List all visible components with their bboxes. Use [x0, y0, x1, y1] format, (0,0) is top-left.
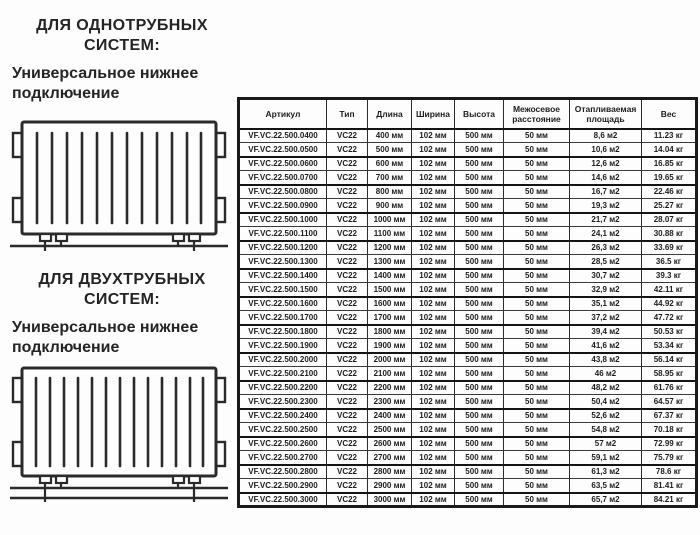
table-cell: 102 мм — [412, 283, 455, 297]
table-cell: 500 мм — [455, 465, 504, 479]
table-cell: VC22 — [327, 325, 368, 339]
table-cell: VC22 — [327, 297, 368, 311]
table-cell: 102 мм — [412, 451, 455, 465]
table-cell: 500 мм — [455, 423, 504, 437]
table-cell: 102 мм — [412, 297, 455, 311]
table-cell: VF.VC.22.500.0500 — [239, 143, 327, 157]
table-cell: 1900 мм — [368, 339, 412, 353]
table-cell: 21,7 м2 — [570, 213, 642, 227]
table-cell: 48,2 м2 — [570, 381, 642, 395]
table-cell: 102 мм — [412, 171, 455, 185]
table-cell: VF.VC.22.500.0700 — [239, 171, 327, 185]
table-cell: 1700 мм — [368, 311, 412, 325]
table-cell: VC22 — [327, 479, 368, 493]
table-cell: 22.46 кг — [642, 185, 697, 199]
table-cell: 102 мм — [412, 367, 455, 381]
table-cell: 2900 мм — [368, 479, 412, 493]
table-cell: 500 мм — [455, 185, 504, 199]
table-cell: VF.VC.22.500.2100 — [239, 367, 327, 381]
table-cell: 2400 мм — [368, 409, 412, 423]
table-cell: 61,3 м2 — [570, 465, 642, 479]
table-cell: 102 мм — [412, 409, 455, 423]
table-cell: 1300 мм — [368, 255, 412, 269]
table-cell: 102 мм — [412, 381, 455, 395]
table-cell: 19,3 м2 — [570, 199, 642, 213]
column-header: Тип — [327, 99, 368, 129]
table-cell: 600 мм — [368, 157, 412, 171]
table-cell: 1100 мм — [368, 227, 412, 241]
table-row — [239, 213, 697, 227]
table-cell: VC22 — [327, 367, 368, 381]
table-cell: VC22 — [327, 339, 368, 353]
table-cell: 58.95 кг — [642, 367, 697, 381]
table-cell: VF.VC.22.500.2400 — [239, 409, 327, 423]
radiator-single-pipe-diagram — [10, 118, 228, 252]
table-cell: 500 мм — [455, 283, 504, 297]
table-row — [239, 423, 697, 437]
table-cell: VC22 — [327, 395, 368, 409]
table-cell: 63,5 м2 — [570, 479, 642, 493]
table-cell: 11.23 кг — [642, 129, 697, 143]
table-cell: 102 мм — [412, 479, 455, 493]
table-cell: 50 мм — [504, 409, 570, 423]
table-cell: 50 мм — [504, 381, 570, 395]
table-row — [239, 311, 697, 325]
table-cell: 500 мм — [455, 269, 504, 283]
table-row — [239, 143, 697, 157]
table-cell: 47.72 кг — [642, 311, 697, 325]
table-cell: VC22 — [327, 493, 368, 507]
table-cell: 500 мм — [455, 311, 504, 325]
table-cell: 500 мм — [368, 143, 412, 157]
table-row — [239, 255, 697, 269]
table-cell: VF.VC.22.500.3000 — [239, 493, 327, 507]
table-row — [239, 479, 697, 493]
column-header: Вес — [642, 99, 697, 129]
table-row — [239, 185, 697, 199]
table-cell: 30.88 кг — [642, 227, 697, 241]
table-cell: 1600 мм — [368, 297, 412, 311]
table-cell: 50 мм — [504, 269, 570, 283]
radiator-two-pipe-diagram — [10, 366, 228, 506]
table-cell: VF.VC.22.500.1500 — [239, 283, 327, 297]
table-row — [239, 493, 697, 507]
table-cell: 28.07 кг — [642, 213, 697, 227]
table-cell: 102 мм — [412, 465, 455, 479]
table-row — [239, 241, 697, 255]
table-cell: 50 мм — [504, 255, 570, 269]
table-cell: 102 мм — [412, 437, 455, 451]
table-cell: 50 мм — [504, 227, 570, 241]
table-cell: VF.VC.22.500.1100 — [239, 227, 327, 241]
single-pipe-section-subtitle: Универсальное нижнее подключение — [12, 65, 199, 102]
spec-table-container — [237, 97, 695, 508]
two-pipe-section-title: ДЛЯ ДВУХТРУБНЫХ СИСТЕМ: — [38, 271, 206, 308]
table-row — [239, 395, 697, 409]
table-cell: 84.21 кг — [642, 493, 697, 507]
table-cell: VC22 — [327, 465, 368, 479]
table-cell: 42.11 кг — [642, 283, 697, 297]
table-cell: 50 мм — [504, 129, 570, 143]
table-cell: 24,1 м2 — [570, 227, 642, 241]
table-cell: 500 мм — [455, 199, 504, 213]
table-cell: VC22 — [327, 437, 368, 451]
table-cell: 54,8 м2 — [570, 423, 642, 437]
table-cell: 2500 мм — [368, 423, 412, 437]
table-cell: VF.VC.22.500.1900 — [239, 339, 327, 353]
column-header: Ширина — [412, 99, 455, 129]
column-header: Высота — [455, 99, 504, 129]
table-cell: 50 мм — [504, 185, 570, 199]
table-cell: VC22 — [327, 283, 368, 297]
table-cell: 500 мм — [455, 409, 504, 423]
table-cell: 56.14 кг — [642, 353, 697, 367]
table-cell: 500 мм — [455, 227, 504, 241]
table-cell: 102 мм — [412, 325, 455, 339]
table-cell: 53.34 кг — [642, 339, 697, 353]
table-cell: VC22 — [327, 255, 368, 269]
table-cell: VF.VC.22.500.2800 — [239, 465, 327, 479]
table-cell: 41,6 м2 — [570, 339, 642, 353]
table-cell: 75.79 кг — [642, 451, 697, 465]
column-header: Артикул — [239, 99, 327, 129]
table-cell: 500 мм — [455, 213, 504, 227]
table-cell: 900 мм — [368, 199, 412, 213]
table-cell: VF.VC.22.500.0800 — [239, 185, 327, 199]
table-cell: 2000 мм — [368, 353, 412, 367]
table-cell: VC22 — [327, 143, 368, 157]
table-cell: 25.27 кг — [642, 199, 697, 213]
table-cell: 50 мм — [504, 437, 570, 451]
column-header: Длина — [368, 99, 412, 129]
table-cell: 50 мм — [504, 479, 570, 493]
table-cell: 50 мм — [504, 465, 570, 479]
table-cell: VC22 — [327, 199, 368, 213]
table-cell: 1400 мм — [368, 269, 412, 283]
table-cell: 102 мм — [412, 227, 455, 241]
table-cell: 102 мм — [412, 129, 455, 143]
table-cell: VC22 — [327, 451, 368, 465]
table-cell: 500 мм — [455, 395, 504, 409]
table-cell: 50.53 кг — [642, 325, 697, 339]
table-row — [239, 199, 697, 213]
table-cell: 2200 мм — [368, 381, 412, 395]
table-cell: 19.65 кг — [642, 171, 697, 185]
table-cell: 50 мм — [504, 171, 570, 185]
table-cell: 50 мм — [504, 241, 570, 255]
table-cell: 50 мм — [504, 395, 570, 409]
table-cell: 50 мм — [504, 143, 570, 157]
table-cell: 2700 мм — [368, 451, 412, 465]
table-cell: VF.VC.22.500.1000 — [239, 213, 327, 227]
table-row — [239, 353, 697, 367]
table-cell: 65,7 м2 — [570, 493, 642, 507]
table-cell: 12,6 м2 — [570, 157, 642, 171]
table-cell: VF.VC.22.500.0600 — [239, 157, 327, 171]
table-row — [239, 129, 697, 143]
table-cell: 500 мм — [455, 297, 504, 311]
table-cell: 70.18 кг — [642, 423, 697, 437]
table-header-row — [239, 99, 697, 129]
table-cell: 800 мм — [368, 185, 412, 199]
table-cell: 50 мм — [504, 283, 570, 297]
column-header: Межосевое расстояние — [504, 99, 570, 129]
table-row — [239, 325, 697, 339]
table-cell: 2800 мм — [368, 465, 412, 479]
table-row — [239, 367, 697, 381]
table-cell: VF.VC.22.500.2300 — [239, 395, 327, 409]
spec-table — [237, 97, 698, 508]
table-cell: 500 мм — [455, 437, 504, 451]
table-row — [239, 451, 697, 465]
table-cell: 500 мм — [455, 353, 504, 367]
table-cell: 46 м2 — [570, 367, 642, 381]
table-cell: 57 м2 — [570, 437, 642, 451]
table-cell: VC22 — [327, 269, 368, 283]
table-cell: 102 мм — [412, 255, 455, 269]
two-pipe-section-subtitle: Универсальное нижнее подключение — [12, 319, 199, 356]
table-cell: 30,7 м2 — [570, 269, 642, 283]
table-cell: 500 мм — [455, 143, 504, 157]
single-pipe-section-title: ДЛЯ ОДНОТРУБНЫХ СИСТЕМ: — [36, 17, 208, 54]
table-cell: 50 мм — [504, 339, 570, 353]
table-cell: VC22 — [327, 213, 368, 227]
table-cell: 102 мм — [412, 423, 455, 437]
table-cell: 14,6 м2 — [570, 171, 642, 185]
table-cell: 33.69 кг — [642, 241, 697, 255]
table-cell: 102 мм — [412, 493, 455, 507]
table-cell: 50,4 м2 — [570, 395, 642, 409]
table-cell: VC22 — [327, 353, 368, 367]
table-cell: VF.VC.22.500.2700 — [239, 451, 327, 465]
table-cell: 102 мм — [412, 353, 455, 367]
table-cell: 64.57 кг — [642, 395, 697, 409]
table-cell: 16.85 кг — [642, 157, 697, 171]
table-cell: 50 мм — [504, 353, 570, 367]
table-row — [239, 465, 697, 479]
table-cell: 39,4 м2 — [570, 325, 642, 339]
table-cell: VF.VC.22.500.1400 — [239, 269, 327, 283]
table-row — [239, 381, 697, 395]
column-header: Отапливаемая площадь — [570, 99, 642, 129]
table-cell: 1500 мм — [368, 283, 412, 297]
table-cell: 35,1 м2 — [570, 297, 642, 311]
table-cell: 43,8 м2 — [570, 353, 642, 367]
table-cell: VF.VC.22.500.1800 — [239, 325, 327, 339]
table-cell: VC22 — [327, 171, 368, 185]
table-cell: 500 мм — [455, 367, 504, 381]
table-cell: VC22 — [327, 241, 368, 255]
table-cell: VF.VC.22.500.2500 — [239, 423, 327, 437]
table-cell: 102 мм — [412, 199, 455, 213]
table-cell: VC22 — [327, 311, 368, 325]
table-body — [239, 129, 697, 507]
table-cell: 16,7 м2 — [570, 185, 642, 199]
table-cell: 59,1 м2 — [570, 451, 642, 465]
table-cell: VC22 — [327, 423, 368, 437]
table-cell: 32,9 м2 — [570, 283, 642, 297]
table-cell: VF.VC.22.500.2600 — [239, 437, 327, 451]
table-cell: VF.VC.22.500.1700 — [239, 311, 327, 325]
table-cell: 1200 мм — [368, 241, 412, 255]
table-cell: 50 мм — [504, 493, 570, 507]
table-cell: 52,6 м2 — [570, 409, 642, 423]
table-cell: 400 мм — [368, 129, 412, 143]
table-cell: 500 мм — [455, 493, 504, 507]
table-cell: 700 мм — [368, 171, 412, 185]
table-cell: 500 мм — [455, 241, 504, 255]
table-cell: 50 мм — [504, 423, 570, 437]
table-cell: 39.3 кг — [642, 269, 697, 283]
table-cell: 1800 мм — [368, 325, 412, 339]
table-cell: 102 мм — [412, 143, 455, 157]
table-cell: 102 мм — [412, 157, 455, 171]
table-row — [239, 409, 697, 423]
table-cell: 500 мм — [455, 339, 504, 353]
table-cell: 72.99 кг — [642, 437, 697, 451]
table-cell: 102 мм — [412, 185, 455, 199]
table-cell: 14.04 кг — [642, 143, 697, 157]
table-cell: 500 мм — [455, 479, 504, 493]
table-cell: 50 мм — [504, 367, 570, 381]
table-cell: 50 мм — [504, 325, 570, 339]
table-cell: 81.41 кг — [642, 479, 697, 493]
table-cell: 500 мм — [455, 157, 504, 171]
table-cell: VC22 — [327, 157, 368, 171]
table-cell: 50 мм — [504, 311, 570, 325]
table-cell: 3000 мм — [368, 493, 412, 507]
table-cell: VC22 — [327, 185, 368, 199]
table-cell: 36.5 кг — [642, 255, 697, 269]
table-cell: VF.VC.22.500.2000 — [239, 353, 327, 367]
table-cell: 78.6 кг — [642, 465, 697, 479]
table-cell: 102 мм — [412, 269, 455, 283]
table-cell: 26,3 м2 — [570, 241, 642, 255]
table-row — [239, 227, 697, 241]
table-cell: 1000 мм — [368, 213, 412, 227]
table-cell: VF.VC.22.500.2200 — [239, 381, 327, 395]
table-cell: VF.VC.22.500.0900 — [239, 199, 327, 213]
table-cell: VC22 — [327, 227, 368, 241]
table-cell: 50 мм — [504, 213, 570, 227]
table-cell: 67.37 кг — [642, 409, 697, 423]
table-cell: 102 мм — [412, 311, 455, 325]
sidebar — [8, 0, 236, 535]
table-cell: VF.VC.22.500.2900 — [239, 479, 327, 493]
table-row — [239, 269, 697, 283]
table-row — [239, 437, 697, 451]
table-cell: 50 мм — [504, 157, 570, 171]
table-cell: 44.92 кг — [642, 297, 697, 311]
table-cell: 500 мм — [455, 255, 504, 269]
table-cell: 50 мм — [504, 451, 570, 465]
table-cell: 2600 мм — [368, 437, 412, 451]
table-cell: 2300 мм — [368, 395, 412, 409]
table-cell: 61.76 кг — [642, 381, 697, 395]
table-row — [239, 339, 697, 353]
table-cell: VF.VC.22.500.1600 — [239, 297, 327, 311]
table-cell: 2100 мм — [368, 367, 412, 381]
table-cell: 50 мм — [504, 199, 570, 213]
table-cell: VC22 — [327, 129, 368, 143]
table-cell: VC22 — [327, 409, 368, 423]
table-cell: 102 мм — [412, 241, 455, 255]
table-row — [239, 157, 697, 171]
table-cell: VF.VC.22.500.1200 — [239, 241, 327, 255]
table-cell: 102 мм — [412, 339, 455, 353]
table-cell: 102 мм — [412, 395, 455, 409]
table-cell: VC22 — [327, 381, 368, 395]
table-cell: 50 мм — [504, 297, 570, 311]
table-row — [239, 283, 697, 297]
table-row — [239, 297, 697, 311]
table-cell: VF.VC.22.500.1300 — [239, 255, 327, 269]
table-cell: 500 мм — [455, 171, 504, 185]
table-cell: 500 мм — [455, 325, 504, 339]
table-cell: 500 мм — [455, 451, 504, 465]
table-cell: 8,6 м2 — [570, 129, 642, 143]
table-cell: 500 мм — [455, 129, 504, 143]
table-cell: 500 мм — [455, 381, 504, 395]
table-cell: VF.VC.22.500.0400 — [239, 129, 327, 143]
table-cell: 28,5 м2 — [570, 255, 642, 269]
table-cell: 102 мм — [412, 213, 455, 227]
table-cell: 37,2 м2 — [570, 311, 642, 325]
table-row — [239, 171, 697, 185]
table-cell: 10,6 м2 — [570, 143, 642, 157]
